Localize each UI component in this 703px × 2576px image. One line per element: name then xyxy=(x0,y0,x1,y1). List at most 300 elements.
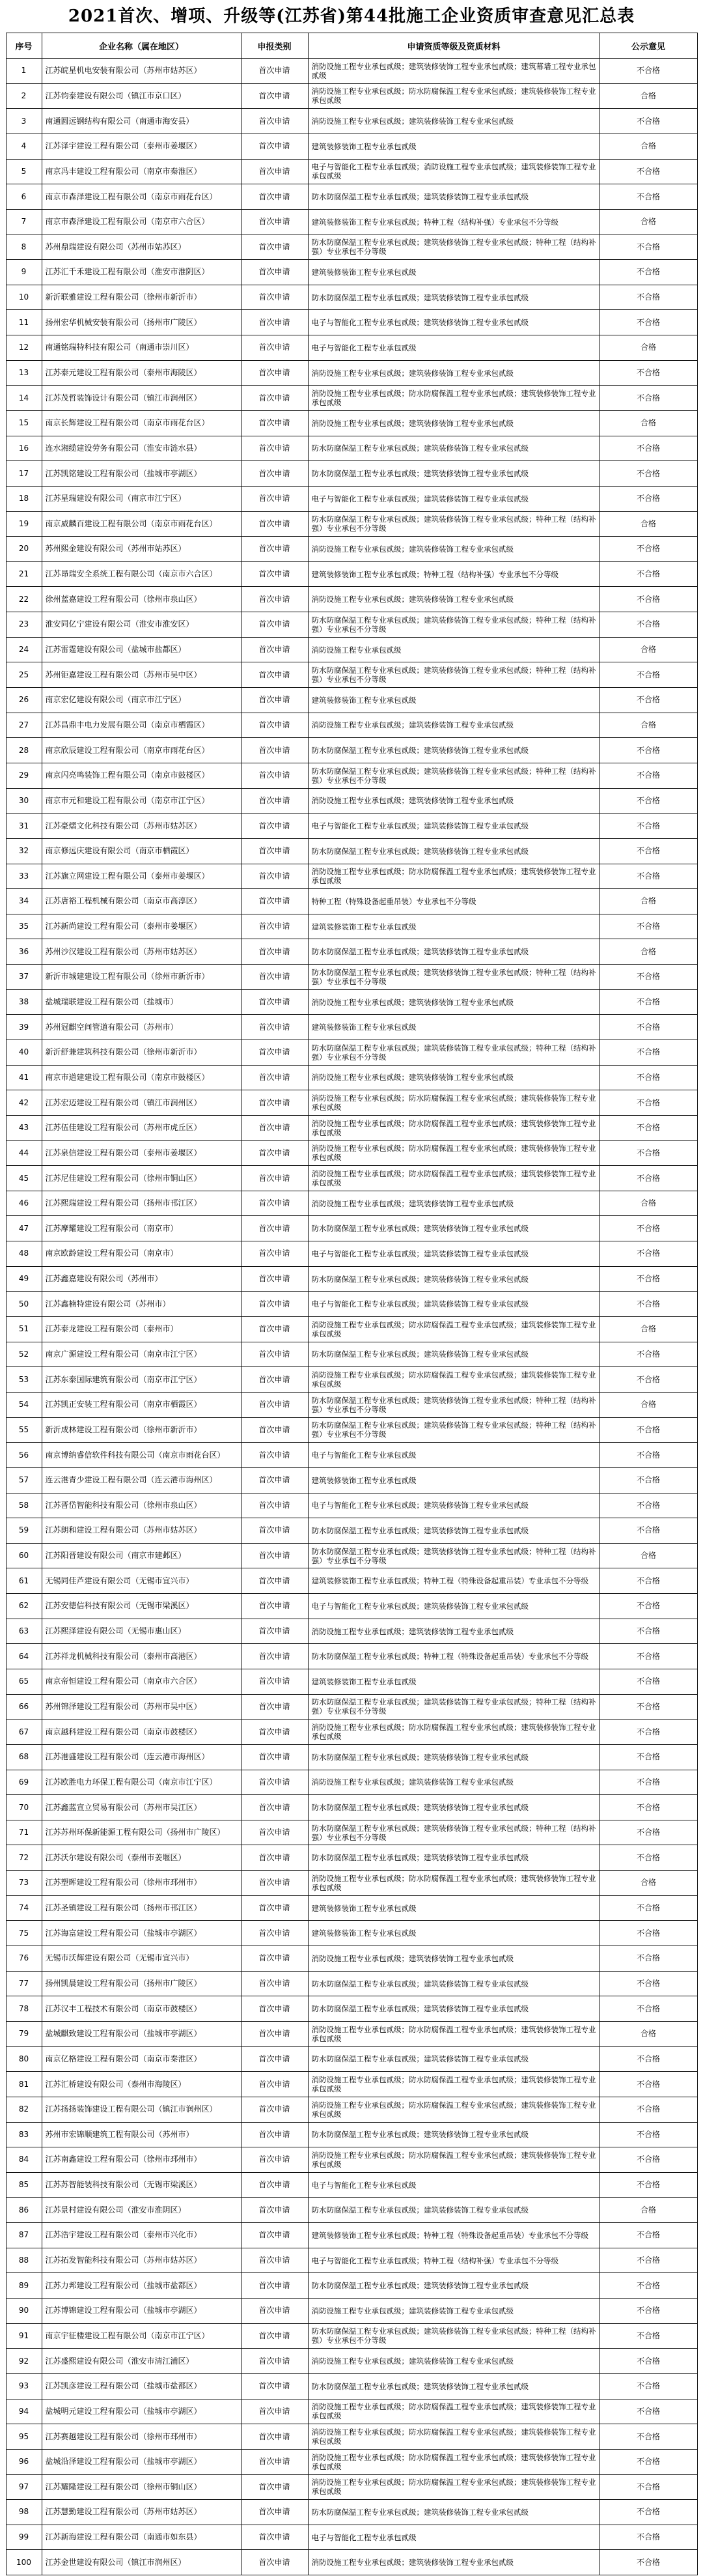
cell-qualification: 消防设施工程专业承包贰级；防水防腐保温工程专业承包贰级；建筑装修装饰工程专业承包贰级 xyxy=(308,2147,600,2173)
cell-opinion: 不合格 xyxy=(600,1518,697,1544)
cell-company: 江苏拓发智能科技有限公司（苏州市姑苏区） xyxy=(42,2248,241,2273)
cell-index: 94 xyxy=(6,2399,42,2424)
cell-company: 江苏昂瑞安全系统工程有限公司（南京市六合区） xyxy=(42,561,241,587)
table-row xyxy=(6,209,697,234)
cell-qualification: 消防设施工程专业承包贰级；防水防腐保温工程专业承包贰级；建筑装修装饰工程专业承包贰级 xyxy=(308,1090,600,1116)
cell-qualification: 消防设施工程专业承包贰级；防水防腐保温工程专业承包贰级；建筑装修装饰工程专业承包贰级 xyxy=(308,1367,600,1393)
cell-category: 首次申请 xyxy=(241,1871,308,1896)
table-row xyxy=(6,1644,697,1669)
cell-company: 江苏熙泽建设有限公司（无锡市惠山区） xyxy=(42,1619,241,1644)
table-row xyxy=(6,109,697,134)
cell-category: 首次申请 xyxy=(241,184,308,210)
cell-qualification: 电子与智能化工程专业承包贰级 xyxy=(308,2172,600,2198)
table-row xyxy=(6,260,697,285)
table-row xyxy=(6,1669,697,1695)
cell-company: 扬州宏华机械安装有限公司（扬州市广陵区） xyxy=(42,310,241,335)
cell-qualification: 电子与智能化工程专业承包贰级；建筑装修装饰工程专业承包贰级 xyxy=(308,1594,600,1619)
cell-opinion: 不合格 xyxy=(600,1417,697,1443)
cell-company: 江苏摩耀建设工程有限公司（南京市） xyxy=(42,1216,241,1241)
table-row xyxy=(6,2525,697,2550)
cell-opinion: 不合格 xyxy=(600,838,697,864)
cell-index: 89 xyxy=(6,2273,42,2299)
cell-company: 江苏汉丰工程技术有限公司（南京市鼓楼区） xyxy=(42,1996,241,2022)
cell-category: 首次申请 xyxy=(241,59,308,84)
cell-category: 首次申请 xyxy=(241,360,308,386)
cell-opinion: 不合格 xyxy=(600,461,697,487)
table-row xyxy=(6,1342,697,1367)
cell-company: 盐城沿泽建设工程有限公司（盐城市亭湖区） xyxy=(42,2449,241,2474)
header-opinion: 公示意见 xyxy=(600,33,697,59)
cell-opinion: 合格 xyxy=(600,1392,697,1417)
table-row xyxy=(6,1317,697,1342)
cell-category: 首次申请 xyxy=(241,2500,308,2525)
cell-index: 31 xyxy=(6,814,42,839)
cell-qualification: 防水防腐保温工程专业承包贰级；建筑装修装饰工程专业承包贰级；特种工程（结构补强）专业承包不分等级 xyxy=(308,234,600,260)
table-row xyxy=(6,310,697,335)
cell-opinion: 不合格 xyxy=(600,763,697,788)
cell-category: 首次申请 xyxy=(241,1443,308,1468)
table-header-row xyxy=(6,33,697,59)
header-qualification: 申请资质等级及资质材料 xyxy=(308,33,600,59)
cell-category: 首次申请 xyxy=(241,965,308,990)
cell-company: 江苏茂哲装饰设计有限公司（镇江市润州区） xyxy=(42,386,241,411)
cell-opinion: 合格 xyxy=(600,209,697,234)
cell-opinion: 不合格 xyxy=(600,1619,697,1644)
cell-index: 79 xyxy=(6,2021,42,2046)
cell-company: 江苏扬扬装饰建设工程有限公司（镇江市润州区） xyxy=(42,2097,241,2122)
cell-category: 首次申请 xyxy=(241,1292,308,1317)
cell-opinion: 合格 xyxy=(600,1871,697,1896)
cell-qualification: 防水防腐保温工程专业承包贰级；特种工程（特殊设备起重吊装）专业承包不分等级 xyxy=(308,1644,600,1669)
cell-category: 首次申请 xyxy=(241,814,308,839)
cell-company: 江苏熙瑞建设工程有限公司（扬州市邗江区） xyxy=(42,1191,241,1216)
cell-opinion: 不合格 xyxy=(600,386,697,411)
cell-index: 25 xyxy=(6,662,42,688)
cell-index: 100 xyxy=(6,2550,42,2575)
document-title: 2021首次、增项、升级等(江苏省)第44批施工企业资质审查意见汇总表 xyxy=(68,7,635,26)
cell-company: 南京市元和建设工程有限公司（南京市江宁区） xyxy=(42,788,241,814)
cell-index: 73 xyxy=(6,1871,42,1896)
table-row xyxy=(6,2550,697,2575)
cell-index: 9 xyxy=(6,260,42,285)
cell-company: 南京宇征楼建设工程有限公司（南京市江宁区） xyxy=(42,2323,241,2349)
cell-category: 首次申请 xyxy=(241,2021,308,2046)
cell-index: 92 xyxy=(6,2349,42,2374)
cell-company: 江苏晋岱智能科技有限公司（徐州市泉山区） xyxy=(42,1493,241,1518)
table-row xyxy=(6,537,697,562)
cell-opinion: 合格 xyxy=(600,335,697,361)
cell-qualification: 防水防腐保温工程专业承包贰级；建筑装修装饰工程专业承包贰级 xyxy=(308,738,600,763)
cell-company: 江苏星瑞建设有限公司（南京市江宁区） xyxy=(42,486,241,511)
cell-category: 首次申请 xyxy=(241,209,308,234)
cell-company: 无锡市沃辉建设有限公司（无锡市宜兴市） xyxy=(42,1946,241,1972)
cell-index: 68 xyxy=(6,1744,42,1770)
cell-index: 70 xyxy=(6,1795,42,1820)
cell-index: 26 xyxy=(6,688,42,713)
cell-index: 15 xyxy=(6,410,42,436)
cell-category: 首次申请 xyxy=(241,1845,308,1871)
cell-opinion: 合格 xyxy=(600,889,697,914)
cell-category: 首次申请 xyxy=(241,1266,308,1292)
cell-qualification: 防水防腐保温工程专业承包贰级；建筑装修装饰工程专业承包贰级 xyxy=(308,2273,600,2299)
cell-qualification: 防水防腐保温工程专业承包贰级；建筑装修装饰工程专业承包贰级；特种工程（结构补强）专业承包不分等级 xyxy=(308,763,600,788)
cell-qualification: 建筑装修装饰工程专业承包贰级 xyxy=(308,914,600,939)
table-row xyxy=(6,1467,697,1493)
cell-qualification: 消防设施工程专业承包贰级；建筑装修装饰工程专业承包贰级 xyxy=(308,2550,600,2575)
cell-opinion: 不合格 xyxy=(600,2323,697,2349)
cell-company: 徐州蓝嘉建设工程有限公司（徐州市泉山区） xyxy=(42,587,241,612)
cell-opinion: 不合格 xyxy=(600,2248,697,2273)
cell-category: 首次申请 xyxy=(241,2172,308,2198)
cell-category: 首次申请 xyxy=(241,2223,308,2248)
cell-category: 首次申请 xyxy=(241,486,308,511)
cell-index: 87 xyxy=(6,2223,42,2248)
cell-qualification: 防水防腐保温工程专业承包贰级；建筑装修装饰工程专业承包贰级 xyxy=(308,2500,600,2525)
cell-opinion: 不合格 xyxy=(600,662,697,688)
cell-category: 首次申请 xyxy=(241,1568,308,1594)
cell-category: 首次申请 xyxy=(241,386,308,411)
cell-index: 53 xyxy=(6,1367,42,1393)
cell-company: 江苏泽宇建设工程有限公司（泰州市姜堰区） xyxy=(42,134,241,159)
cell-qualification: 消防设施工程专业承包贰级；防水防腐保温工程专业承包贰级；建筑装修装饰工程专业承包贰级 xyxy=(308,1720,600,1745)
cell-category: 首次申请 xyxy=(241,1619,308,1644)
cell-qualification: 建筑装修装饰工程专业承包贰级 xyxy=(308,1669,600,1695)
cell-category: 首次申请 xyxy=(241,2072,308,2097)
cell-company: 江苏阳晋建设有限公司（南京市建邺区） xyxy=(42,1543,241,1568)
cell-category: 首次申请 xyxy=(241,1820,308,1845)
cell-company: 江苏盛熙建设有限公司（淮安市清江浦区） xyxy=(42,2349,241,2374)
cell-opinion: 不合格 xyxy=(600,159,697,184)
cell-index: 35 xyxy=(6,914,42,939)
cell-category: 首次申请 xyxy=(241,1015,308,1040)
cell-index: 98 xyxy=(6,2500,42,2525)
cell-index: 2 xyxy=(6,83,42,109)
cell-company: 江苏鑫蓝宣立贸易有限公司（苏州市吴江区） xyxy=(42,1795,241,1820)
cell-opinion: 不合格 xyxy=(600,1946,697,1972)
cell-opinion: 不合格 xyxy=(600,1292,697,1317)
cell-opinion: 不合格 xyxy=(600,612,697,638)
cell-index: 99 xyxy=(6,2525,42,2550)
cell-index: 52 xyxy=(6,1342,42,1367)
cell-qualification: 防水防腐保温工程专业承包贰级；建筑装修装饰工程专业承包贰级 xyxy=(308,1996,600,2022)
cell-index: 95 xyxy=(6,2424,42,2450)
cell-company: 江苏汇千禾建设工程有限公司（淮安市淮阴区） xyxy=(42,260,241,285)
table-row xyxy=(6,285,697,310)
cell-category: 首次申请 xyxy=(241,83,308,109)
cell-qualification: 防水防腐保温工程专业承包贰级；建筑装修装饰工程专业承包贰级 xyxy=(308,2046,600,2072)
cell-opinion: 不合格 xyxy=(600,1241,697,1267)
cell-category: 首次申请 xyxy=(241,285,308,310)
table-row xyxy=(6,511,697,537)
cell-company: 江苏海富建设工程有限公司（盐城市亭湖区） xyxy=(42,1921,241,1946)
cell-category: 首次申请 xyxy=(241,1166,308,1191)
cell-qualification: 防水防腐保温工程专业承包贰级；建筑装修装饰工程专业承包贰级 xyxy=(308,1266,600,1292)
cell-qualification: 防水防腐保温工程专业承包贰级；建筑装修装饰工程专业承包贰级 xyxy=(308,1845,600,1871)
table-row xyxy=(6,1871,697,1896)
header-company: 企业名称（属在地区） xyxy=(42,33,241,59)
cell-company: 南京威麟百建设工程有限公司（南京市雨花台区） xyxy=(42,511,241,537)
cell-category: 首次申请 xyxy=(241,1996,308,2022)
cell-company: 盐城瑞联建设工程有限公司（盐城市） xyxy=(42,989,241,1015)
cell-category: 首次申请 xyxy=(241,134,308,159)
cell-category: 首次申请 xyxy=(241,587,308,612)
table-row xyxy=(6,2248,697,2273)
cell-qualification: 防水防腐保温工程专业承包贰级；建筑装修装饰工程专业承包贰级 xyxy=(308,184,600,210)
cell-category: 首次申请 xyxy=(241,1191,308,1216)
table-row xyxy=(6,2072,697,2097)
cell-opinion: 不合格 xyxy=(600,965,697,990)
cell-qualification: 防水防腐保温工程专业承包贰级；建筑装修装饰工程专业承包贰级；特种工程（结构补强）专业承包不分等级 xyxy=(308,2323,600,2349)
table-row xyxy=(6,738,697,763)
table-row xyxy=(6,2349,697,2374)
cell-company: 江苏沃尔建设有限公司（泰州市姜堰区） xyxy=(42,1845,241,1871)
cell-index: 28 xyxy=(6,738,42,763)
cell-category: 首次申请 xyxy=(241,2550,308,2575)
cell-company: 江苏鑫楠特建设有限公司（苏州市） xyxy=(42,1292,241,1317)
cell-category: 首次申请 xyxy=(241,2147,308,2173)
cell-index: 6 xyxy=(6,184,42,210)
cell-category: 首次申请 xyxy=(241,2323,308,2349)
cell-qualification: 防水防腐保温工程专业承包贰级；建筑装修装饰工程专业承包贰级 xyxy=(308,436,600,461)
cell-opinion: 不合格 xyxy=(600,1015,697,1040)
cell-index: 96 xyxy=(6,2449,42,2474)
cell-company: 新沂舒兼建筑科技有限公司（徐州市新沂市） xyxy=(42,1040,241,1065)
table-row xyxy=(6,1241,697,1267)
table-row xyxy=(6,965,697,990)
table-row xyxy=(6,1946,697,1972)
cell-category: 首次申请 xyxy=(241,436,308,461)
cell-index: 7 xyxy=(6,209,42,234)
cell-company: 江苏赛越建设工程有限公司（徐州市邳州市） xyxy=(42,2424,241,2450)
cell-opinion: 不合格 xyxy=(600,2449,697,2474)
table-row xyxy=(6,2046,697,2072)
cell-index: 17 xyxy=(6,461,42,487)
cell-category: 首次申请 xyxy=(241,1744,308,1770)
table-row xyxy=(6,83,697,109)
cell-company: 南京冯丰建设工程有限公司（南京市秦淮区） xyxy=(42,159,241,184)
cell-qualification: 防水防腐保温工程专业承包贰级；建筑装修装饰工程专业承包贰级 xyxy=(308,2122,600,2147)
cell-category: 首次申请 xyxy=(241,1115,308,1140)
cell-company: 江苏雷霆建设有限公司（盐城市盐都区） xyxy=(42,637,241,662)
cell-category: 首次申请 xyxy=(241,2097,308,2122)
table-row xyxy=(6,1065,697,1090)
cell-company: 南京越科建设工程有限公司（南京市鼓楼区） xyxy=(42,1720,241,1745)
cell-opinion: 不合格 xyxy=(600,788,697,814)
cell-qualification: 消防设施工程专业承包贰级；防水防腐保温工程专业承包贰级；建筑装修装饰工程专业承包贰级 xyxy=(308,1166,600,1191)
cell-index: 66 xyxy=(6,1694,42,1720)
cell-qualification: 消防设施工程专业承包贰级；建筑装修装饰工程专业承包贰级 xyxy=(308,788,600,814)
cell-company: 江苏泰龙建设工程有限公司（泰州市） xyxy=(42,1317,241,1342)
cell-opinion: 合格 xyxy=(600,2198,697,2223)
cell-opinion: 不合格 xyxy=(600,1996,697,2022)
cell-category: 首次申请 xyxy=(241,1241,308,1267)
table-row xyxy=(6,2474,697,2500)
cell-index: 64 xyxy=(6,1644,42,1669)
cell-company: 南京市森泽建设工程有限公司（南京市雨花台区） xyxy=(42,184,241,210)
cell-company: 南京修远庆建设有限公司（南京市栖霞区） xyxy=(42,838,241,864)
header-index: 序号 xyxy=(6,33,42,59)
cell-company: 新沂成林建设工程有限公司（徐州市新沂市） xyxy=(42,1417,241,1443)
cell-company: 江苏金世建设有限公司（镇江市润州区） xyxy=(42,2550,241,2575)
cell-opinion: 不合格 xyxy=(600,1795,697,1820)
cell-company: 江苏塑晖建设工程有限公司（徐州市邳州市） xyxy=(42,1871,241,1896)
header-category: 申报类别 xyxy=(241,33,308,59)
table-row xyxy=(6,1191,697,1216)
cell-index: 18 xyxy=(6,486,42,511)
cell-category: 首次申请 xyxy=(241,109,308,134)
cell-opinion: 不合格 xyxy=(600,2097,697,2122)
cell-company: 南京市道建建设工程有限公司（南京市鼓楼区） xyxy=(42,1065,241,1090)
table-row xyxy=(6,59,697,84)
cell-category: 首次申请 xyxy=(241,1946,308,1972)
cell-category: 首次申请 xyxy=(241,788,308,814)
cell-category: 首次申请 xyxy=(241,2046,308,2072)
cell-category: 首次申请 xyxy=(241,2399,308,2424)
cell-qualification: 建筑装修装饰工程专业承包贰级 xyxy=(308,1467,600,1493)
cell-qualification: 建筑装修装饰工程专业承包贰级 xyxy=(308,1895,600,1921)
cell-opinion: 合格 xyxy=(600,410,697,436)
cell-category: 首次申请 xyxy=(241,2373,308,2399)
cell-index: 34 xyxy=(6,889,42,914)
table-row xyxy=(6,1443,697,1468)
cell-category: 首次申请 xyxy=(241,1140,308,1166)
cell-category: 首次申请 xyxy=(241,335,308,361)
cell-index: 48 xyxy=(6,1241,42,1267)
cell-category: 首次申请 xyxy=(241,738,308,763)
cell-qualification: 建筑装修装饰工程专业承包贰级 xyxy=(308,260,600,285)
table-row xyxy=(6,2399,697,2424)
cell-index: 45 xyxy=(6,1166,42,1191)
cell-opinion: 不合格 xyxy=(600,989,697,1015)
cell-company: 南京欣辰建设工程有限公司（南京市雨花台区） xyxy=(42,738,241,763)
cell-opinion: 不合格 xyxy=(600,2223,697,2248)
cell-company: 无锡同佳芦建设有限公司（无锡市宜兴市） xyxy=(42,1568,241,1594)
cell-qualification: 防水防腐保温工程专业承包贰级；建筑装修装饰工程专业承包贰级 xyxy=(308,838,600,864)
table-row xyxy=(6,1166,697,1191)
table-row xyxy=(6,159,697,184)
cell-category: 首次申请 xyxy=(241,2349,308,2374)
cell-index: 71 xyxy=(6,1820,42,1845)
cell-index: 69 xyxy=(6,1770,42,1795)
cell-index: 72 xyxy=(6,1845,42,1871)
table-row xyxy=(6,234,697,260)
cell-category: 首次申请 xyxy=(241,260,308,285)
cell-company: 苏州冠麒空间管道有限公司（苏州市） xyxy=(42,1015,241,1040)
cell-index: 91 xyxy=(6,2323,42,2349)
cell-opinion: 合格 xyxy=(600,511,697,537)
cell-index: 20 xyxy=(6,537,42,562)
cell-category: 首次申请 xyxy=(241,838,308,864)
cell-qualification: 防水防腐保温工程专业承包贰级；建筑装修装饰工程专业承包贰级 xyxy=(308,461,600,487)
cell-company: 南京闪亮鸣装饰工程有限公司（南京市鼓楼区） xyxy=(42,763,241,788)
cell-opinion: 不合格 xyxy=(600,561,697,587)
cell-index: 59 xyxy=(6,1518,42,1544)
cell-company: 苏州钜嘉建设工程有限公司（苏州市吴中区） xyxy=(42,662,241,688)
table-row xyxy=(6,864,697,889)
cell-category: 首次申请 xyxy=(241,989,308,1015)
table-row xyxy=(6,1392,697,1417)
cell-qualification: 防水防腐保温工程专业承包贰级；建筑装修装饰工程专业承包贰级 xyxy=(308,2373,600,2399)
cell-index: 93 xyxy=(6,2373,42,2399)
cell-opinion: 不合格 xyxy=(600,1040,697,1065)
table-row xyxy=(6,2449,697,2474)
cell-category: 首次申请 xyxy=(241,713,308,738)
cell-index: 44 xyxy=(6,1140,42,1166)
cell-category: 首次申请 xyxy=(241,1392,308,1417)
table-row xyxy=(6,1619,697,1644)
cell-index: 14 xyxy=(6,386,42,411)
cell-opinion: 不合格 xyxy=(600,2273,697,2299)
cell-index: 54 xyxy=(6,1392,42,1417)
table-row xyxy=(6,1795,697,1820)
table-body xyxy=(6,59,697,2575)
cell-category: 首次申请 xyxy=(241,637,308,662)
table-row xyxy=(6,2424,697,2450)
cell-category: 首次申请 xyxy=(241,2299,308,2324)
cell-opinion: 不合格 xyxy=(600,1140,697,1166)
cell-qualification: 消防设施工程专业承包贰级 xyxy=(308,637,600,662)
cell-company: 江苏力邦建设工程有限公司（盐城市盐都区） xyxy=(42,2273,241,2299)
table-row xyxy=(6,1367,697,1393)
cell-category: 首次申请 xyxy=(241,1367,308,1393)
cell-company: 江苏苏智能装科技有限公司（无锡市梁溪区） xyxy=(42,2172,241,2198)
cell-opinion: 合格 xyxy=(600,1317,697,1342)
cell-opinion: 不合格 xyxy=(600,360,697,386)
cell-qualification: 电子与智能化工程专业承包贰级；建筑装修装饰工程专业承包贰级 xyxy=(308,486,600,511)
cell-opinion: 不合格 xyxy=(600,1971,697,1996)
cell-index: 24 xyxy=(6,637,42,662)
cell-company: 苏州沙汉建设工程有限公司（苏州市姑苏区） xyxy=(42,939,241,965)
cell-index: 55 xyxy=(6,1417,42,1443)
table-row xyxy=(6,1015,697,1040)
cell-company: 江苏钧泰建设有限公司（镇江市京口区） xyxy=(42,83,241,109)
cell-index: 13 xyxy=(6,360,42,386)
table-row xyxy=(6,939,697,965)
cell-opinion: 不合格 xyxy=(600,1895,697,1921)
cell-index: 43 xyxy=(6,1115,42,1140)
cell-opinion: 不合格 xyxy=(600,109,697,134)
cell-category: 首次申请 xyxy=(241,1342,308,1367)
cell-company: 南京欧龄建设工程有限公司（南京市） xyxy=(42,1241,241,1267)
cell-qualification: 防水防腐保温工程专业承包贰级；建筑装修装饰工程专业承包贰级；特种工程（结构补强）专业承包不分等级 xyxy=(308,662,600,688)
table-row xyxy=(6,2097,697,2122)
table-row xyxy=(6,2122,697,2147)
table-row xyxy=(6,1216,697,1241)
cell-opinion: 不合格 xyxy=(600,864,697,889)
cell-index: 90 xyxy=(6,2299,42,2324)
cell-opinion: 不合格 xyxy=(600,2072,697,2097)
cell-qualification: 消防设施工程专业承包贰级；防水防腐保温工程专业承包贰级；建筑装修装饰工程专业承包贰级 xyxy=(308,2449,600,2474)
cell-opinion: 不合格 xyxy=(600,486,697,511)
cell-company: 江苏东泰国际建筑有限公司（南京市江宁区） xyxy=(42,1367,241,1393)
cell-category: 首次申请 xyxy=(241,914,308,939)
cell-opinion: 不合格 xyxy=(600,2147,697,2173)
cell-qualification: 消防设施工程专业承包贰级；建筑装修装饰工程专业承包贰级；建筑幕墙工程专业承包贰级 xyxy=(308,59,600,84)
cell-qualification: 防水防腐保温工程专业承包贰级；建筑装修装饰工程专业承包贰级 xyxy=(308,1971,600,1996)
table-row xyxy=(6,1820,697,1845)
cell-category: 首次申请 xyxy=(241,2198,308,2223)
cell-opinion: 不合格 xyxy=(600,1090,697,1116)
cell-company: 江苏慧勤建设工程有限公司（苏州市姑苏区） xyxy=(42,2500,241,2525)
table-row xyxy=(6,1493,697,1518)
cell-opinion: 不合格 xyxy=(600,587,697,612)
cell-index: 81 xyxy=(6,2072,42,2097)
table-row xyxy=(6,2147,697,2173)
cell-qualification: 电子与智能化工程专业承包贰级；建筑装修装饰工程专业承包贰级 xyxy=(308,310,600,335)
cell-opinion: 不合格 xyxy=(600,1694,697,1720)
cell-company: 江苏泰元建设工程有限公司（泰州市海陵区） xyxy=(42,360,241,386)
cell-category: 首次申请 xyxy=(241,461,308,487)
